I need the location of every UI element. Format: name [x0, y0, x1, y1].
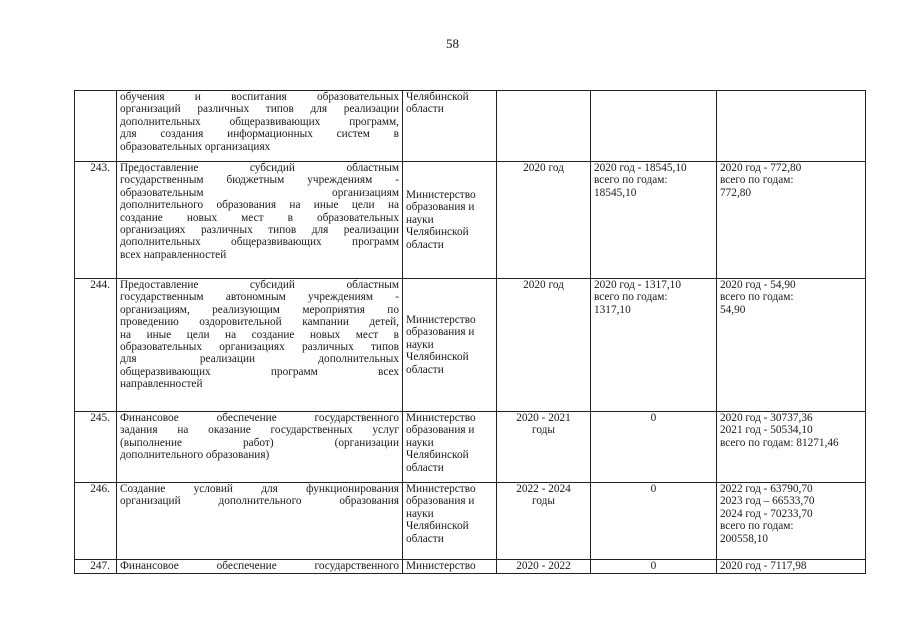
- activity-description: [117, 91, 403, 162]
- cell-line: организаций дополнительного образования: [120, 495, 399, 508]
- funding: [717, 560, 866, 574]
- cell-line: Финансовое обеспечение государственного: [120, 560, 399, 572]
- table-row: [75, 560, 866, 574]
- cell-line: всего по годам:: [720, 174, 794, 187]
- cell-line: области: [406, 103, 444, 116]
- cell-line: проведению оздоровительной кампании детей,: [120, 316, 399, 329]
- cell-line: Челябинской: [406, 226, 469, 239]
- cell-line: Финансовое обеспечение государственного: [120, 412, 399, 424]
- cell-line: 2020 год: [523, 162, 564, 174]
- funding: [717, 483, 866, 560]
- cell-line: 2020 год - 30737,36: [720, 412, 813, 424]
- cell-line: науки: [406, 338, 434, 351]
- cell-line: всего по годам:: [720, 520, 794, 533]
- row-number: 246.: [75, 483, 117, 560]
- cell-line: 2020 год - 1317,10: [594, 279, 681, 291]
- row-number: 243.: [75, 162, 117, 279]
- cell-line: дополнительных общеразвивающих программ: [120, 236, 399, 249]
- regional-budget: [591, 483, 717, 560]
- cell-line: образования и: [406, 326, 475, 339]
- cell-line: 2020 год - 18545,10: [594, 162, 687, 174]
- regional-budget: [591, 560, 717, 574]
- row-number: 244.: [75, 279, 117, 412]
- cell-line: для создания информационных систем в: [120, 128, 399, 141]
- cell-line: Министерство: [406, 188, 476, 201]
- table-row: [75, 279, 866, 412]
- cell-line: всего по годам:: [594, 291, 668, 304]
- cell-line: 2020 год - 54,90: [720, 279, 796, 291]
- cell-line: Министерство: [406, 483, 476, 495]
- cell-line: 2020 - 2021: [516, 412, 571, 424]
- page-number: 58: [446, 36, 459, 51]
- cell-line: образовательных организациях: [120, 140, 271, 153]
- cell-line: на иные цели на создание новых мест в: [120, 328, 399, 341]
- cell-line: 18545,10: [594, 186, 637, 199]
- cell-line: 2022 год - 63790,70: [720, 483, 813, 495]
- cell-line: всего по годам:: [594, 174, 668, 187]
- executor: [403, 91, 497, 162]
- cell-line: годы: [531, 424, 555, 437]
- cell-line: для реализации дополнительных: [120, 353, 399, 366]
- regional-budget: [591, 412, 717, 483]
- cell-line: задания на оказание государственных услуг: [120, 424, 399, 437]
- period: [497, 279, 591, 412]
- cell-line: области: [406, 461, 444, 474]
- cell-line: 2023 год – 66533,70: [720, 495, 815, 508]
- cell-line: государственным автономным учреждениям -: [120, 291, 399, 304]
- table-row: [75, 483, 866, 560]
- executor: [403, 162, 497, 279]
- cell-line: области: [406, 238, 444, 251]
- cell-line: 2022 - 2024: [516, 483, 571, 495]
- cell-line: организаций различных типов для реализации: [120, 103, 399, 116]
- cell-line: 2020 год - 7117,98: [720, 560, 807, 572]
- cell-line: организациям, реализующим мероприятия по: [120, 303, 399, 316]
- cell-line: государственным бюджетным учреждениям -: [120, 174, 399, 187]
- cell-line: дополнительного образования на иные цели на: [120, 199, 399, 212]
- cell-line: Предоставление субсидий областным: [120, 279, 399, 291]
- cell-line: Челябинской: [406, 351, 469, 364]
- cell-line: 200558,10: [720, 532, 769, 545]
- funding: [717, 91, 866, 162]
- funding: [717, 162, 866, 279]
- cell-line: Министерство: [406, 313, 476, 326]
- activity-description: [117, 412, 403, 483]
- cell-line: 54,90: [720, 303, 746, 316]
- cell-line: 2020 год: [523, 279, 564, 291]
- table-row: [75, 91, 866, 162]
- cell-line: годы: [531, 495, 555, 508]
- row-number: [75, 91, 117, 162]
- cell-line: Челябинской: [406, 449, 469, 462]
- cell-line: всего по годам:: [720, 291, 794, 304]
- cell-line: Министерство: [406, 412, 476, 424]
- period: [497, 560, 591, 574]
- cell-line: 0: [650, 483, 657, 495]
- activity-description: [117, 560, 403, 574]
- cell-line: 772,80: [720, 186, 752, 199]
- cell-line: образования и: [406, 201, 475, 214]
- cell-line: 0: [650, 560, 657, 572]
- executor: [403, 560, 497, 574]
- executor: [403, 279, 497, 412]
- regional-budget: [591, 162, 717, 279]
- cell-line: 2020 год - 772,80: [720, 162, 802, 174]
- regional-budget: [591, 91, 717, 162]
- cell-line: дополнительных общеразвивающих программ,: [120, 115, 399, 128]
- cell-line: 2021 год - 50534,10: [720, 424, 813, 437]
- table-row: [75, 412, 866, 483]
- cell-line: Челябинской: [406, 520, 469, 533]
- period: [497, 91, 591, 162]
- funding: [717, 279, 866, 412]
- row-number: 247.: [75, 560, 117, 574]
- cell-line: 2024 год - 70233,70: [720, 507, 813, 520]
- cell-line: Министерство: [406, 560, 476, 572]
- regional-budget: [591, 279, 717, 412]
- cell-line: 1317,10: [594, 303, 631, 316]
- cell-line: (выполнение работ) (организации: [120, 436, 399, 449]
- cell-line: Челябинской: [406, 91, 469, 103]
- table-row: [75, 162, 866, 279]
- cell-line: Создание условий для функционирования: [120, 483, 399, 495]
- cell-line: 2020 - 2022: [516, 560, 571, 572]
- funding: [717, 412, 866, 483]
- cell-line: образования и: [406, 424, 475, 437]
- cell-line: образования и: [406, 495, 475, 508]
- activity-description: [117, 162, 403, 279]
- executor: [403, 483, 497, 560]
- cell-line: всех направленностей: [120, 248, 227, 261]
- activity-description: [117, 483, 403, 560]
- cell-line: общеразвивающих программ всех: [120, 365, 399, 378]
- activity-description: [117, 279, 403, 412]
- cell-line: науки: [406, 213, 434, 226]
- executor: [403, 412, 497, 483]
- row-number: 245.: [75, 412, 117, 483]
- cell-line: области: [406, 532, 444, 545]
- cell-line: образовательным организациям: [120, 186, 399, 199]
- cell-line: образовательных организациях различных типов: [120, 341, 399, 354]
- cell-line: 0: [650, 412, 657, 424]
- cell-line: области: [406, 363, 444, 376]
- period: [497, 412, 591, 483]
- cell-line: науки: [406, 507, 434, 520]
- cell-line: науки: [406, 436, 434, 449]
- cell-line: создание новых мест в образовательных: [120, 211, 399, 224]
- period: [497, 483, 591, 560]
- cell-line: обучения и воспитания образовательных: [120, 91, 399, 103]
- cell-line: дополнительного образования): [120, 449, 270, 462]
- cell-line: Предоставление субсидий областным: [120, 162, 399, 174]
- cell-line: направленностей: [120, 378, 203, 391]
- period: [497, 162, 591, 279]
- program-activities-table: [74, 90, 866, 574]
- cell-line: организациях различных типов для реализации: [120, 224, 399, 237]
- cell-line: всего по годам: 81271,46: [720, 436, 839, 449]
